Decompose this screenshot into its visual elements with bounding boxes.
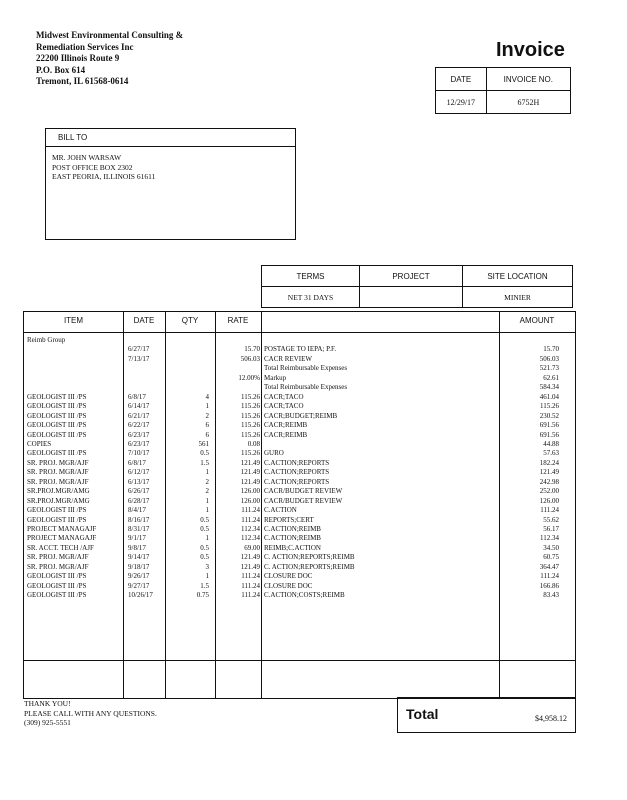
date-cell: 6/22/17 — [128, 421, 150, 430]
description-cell: C.ACTION;REPORTS — [264, 477, 330, 486]
description-cell: C.ACTION;REIMB — [264, 534, 321, 543]
rate-cell: 115.26 — [241, 411, 260, 420]
rate-cell: 12.00% — [238, 373, 260, 382]
rate-cell: 115.26 — [241, 449, 260, 458]
col-header-date: DATE — [133, 316, 155, 325]
qty-cell: 0.75 — [196, 591, 209, 600]
table-row — [24, 421, 575, 430]
date-cell: 7/13/17 — [128, 354, 150, 363]
item-cell: Reimb Group — [27, 336, 66, 344]
item-cell: SR. PROJ. MGR/AJF — [27, 477, 89, 486]
table-row — [24, 364, 575, 373]
date-cell: 6/26/17 — [128, 487, 150, 496]
table-row — [24, 487, 575, 496]
amount-cell: 83.43 — [543, 591, 559, 600]
qty-cell: 4 — [205, 392, 209, 401]
amount-cell: 506.03 — [539, 354, 559, 363]
description-cell: CACR;REIMB — [264, 430, 308, 439]
site-location-label: SITE LOCATION — [463, 266, 573, 287]
line-items-table — [23, 311, 576, 699]
date-cell: 10/26/17 — [128, 591, 153, 600]
qty-cell: 2 — [205, 487, 209, 496]
item-cell: GEOLOGIST III /PS — [27, 581, 87, 590]
description-cell: C.ACTION;REIMB — [264, 525, 321, 533]
amount-cell: 242.98 — [539, 477, 559, 486]
rate-cell: 126.00 — [240, 487, 260, 496]
amount-cell: 230.52 — [539, 411, 559, 420]
item-cell: PROJECT MANAGAJF — [27, 534, 97, 543]
table-row — [24, 383, 575, 392]
table-row — [24, 468, 575, 477]
table-row — [24, 355, 575, 364]
table-row — [24, 402, 575, 411]
invoice-number: 6752H — [486, 91, 570, 114]
description-cell: C. ACTION;REPORTS;REIMB — [264, 553, 355, 562]
item-cell: SR. ACCT. TECH /AJF — [27, 543, 94, 552]
date-cell: 6/14/17 — [128, 402, 150, 411]
item-cell: COPIES — [27, 439, 52, 448]
date-cell: 6/8/17 — [128, 392, 146, 401]
rate-cell: 112.34 — [241, 525, 260, 533]
bill-to-box — [45, 128, 296, 240]
description-cell: C. ACTION;REPORTS;REIMB — [264, 562, 355, 571]
qty-cell: 1 — [205, 534, 209, 543]
rate-cell: 111.24 — [241, 506, 260, 515]
date-cell: 6/21/17 — [128, 411, 150, 420]
amount-cell: 60.75 — [543, 553, 559, 562]
bill-to-label: BILL TO — [46, 129, 295, 147]
qty-cell: 1 — [205, 572, 209, 581]
amount-cell: 44.88 — [543, 439, 559, 448]
table-row — [24, 525, 575, 534]
rate-cell: 69.00 — [244, 543, 260, 552]
terms-table — [261, 265, 573, 308]
invoice-meta-table — [435, 67, 571, 114]
table-row — [24, 345, 575, 354]
amount-cell: 461.04 — [539, 392, 559, 401]
company-address — [36, 30, 183, 88]
description-cell: CACR;TACO — [264, 402, 304, 411]
qty-cell: 1.5 — [200, 458, 209, 467]
date-cell: 9/26/17 — [128, 572, 150, 581]
col-header-item: ITEM — [63, 316, 84, 325]
amount-cell: 56.17 — [543, 525, 559, 533]
rate-cell: 115.26 — [241, 392, 260, 401]
item-cell: GEOLOGIST III /PS — [27, 591, 87, 600]
amount-cell: 112.34 — [540, 534, 559, 543]
footer-note — [24, 699, 157, 728]
col-header-qty: QTY — [181, 316, 199, 325]
footer-contact: PLEASE CALL WITH ANY QUESTIONS. — [24, 708, 157, 718]
amount-cell: 34.50 — [543, 543, 559, 552]
qty-cell: 561 — [198, 439, 209, 448]
description-cell: CACR;TACO — [264, 392, 304, 401]
qty-cell: 2 — [205, 411, 209, 420]
terms-value: NET 31 DAYS — [262, 287, 360, 308]
item-cell: SR. PROJ. MGR/AJF — [27, 458, 89, 467]
total-amount: $4,958.12 — [535, 714, 567, 723]
company-po-box: P.O. Box 614 — [36, 64, 86, 75]
description-cell: Total Reimbursable Expenses — [264, 383, 348, 392]
qty-cell: 3 — [205, 562, 209, 571]
table-row — [24, 563, 575, 572]
amount-cell: 691.56 — [539, 430, 559, 439]
amount-cell: 115.26 — [540, 402, 559, 411]
qty-cell: 6 — [205, 421, 209, 430]
amount-cell: 62.61 — [543, 373, 559, 382]
amount-cell: 111.24 — [540, 506, 559, 515]
table-row — [24, 591, 575, 600]
rate-cell: 0.08 — [247, 439, 260, 448]
date-cell: 8/16/17 — [128, 515, 150, 524]
amount-cell: 584.34 — [539, 383, 559, 392]
date-cell: 9/27/17 — [128, 581, 150, 590]
col-header-rate: RATE — [227, 316, 249, 325]
rate-cell: 115.26 — [241, 402, 260, 411]
total-box — [397, 697, 576, 733]
date-cell: 7/10/17 — [128, 449, 150, 458]
description-cell: C.ACTION;COSTS;REIMB — [264, 591, 345, 600]
amount-cell: 691.56 — [539, 421, 559, 430]
date-cell: 9/18/17 — [128, 562, 150, 571]
terms-label: TERMS — [262, 266, 360, 287]
description-cell: CACR/BUDGET REVIEW — [264, 487, 343, 496]
date-cell: 8/31/17 — [128, 525, 150, 533]
description-cell: C.ACTION — [264, 506, 297, 515]
table-row — [24, 393, 575, 402]
table-row — [24, 544, 575, 553]
description-cell: REPORTS;CERT — [264, 515, 314, 524]
project-value — [360, 287, 463, 308]
description-cell: CLOSURE DOC — [264, 572, 313, 581]
qty-cell: 1 — [205, 468, 209, 477]
company-name-line1: Midwest Environmental Consulting & — [36, 30, 184, 40]
table-row — [24, 440, 575, 449]
table-row — [24, 553, 575, 562]
rate-cell: 112.34 — [241, 534, 260, 543]
qty-cell: 0.5 — [200, 553, 209, 562]
date-cell: 8/4/17 — [128, 506, 146, 515]
date-cell: 6/23/17 — [128, 430, 150, 439]
site-location-value: MINIER — [463, 287, 573, 308]
invoice-date: 12/29/17 — [436, 91, 487, 114]
rate-cell: 111.24 — [241, 572, 260, 581]
table-row — [24, 449, 575, 458]
table-row — [24, 506, 575, 515]
item-cell: SR. PROJ. MGR/AJF — [27, 562, 89, 571]
item-cell: SR. PROJ. MGR/AJF — [27, 553, 89, 562]
rate-cell: 121.49 — [240, 553, 260, 562]
company-city: Tremont, IL 61568-0614 — [36, 76, 129, 86]
table-row — [24, 534, 575, 543]
rate-cell: 121.49 — [240, 477, 260, 486]
rate-cell: 506.03 — [240, 354, 260, 363]
rate-cell: 111.24 — [241, 581, 260, 590]
rate-cell: 115.26 — [241, 430, 260, 439]
rate-cell: 121.49 — [240, 562, 260, 571]
qty-cell: 0.5 — [200, 515, 209, 524]
amount-cell: 126.00 — [539, 496, 559, 505]
date-cell: 6/23/17 — [128, 439, 150, 448]
item-cell: PROJECT MANAGAJF — [27, 525, 97, 533]
table-row — [24, 412, 575, 421]
date-cell: 6/8/17 — [128, 458, 146, 467]
qty-cell: 0.5 — [200, 525, 209, 533]
date-cell: 6/27/17 — [128, 345, 150, 354]
qty-cell: 2 — [205, 477, 209, 486]
qty-cell: 1.5 — [200, 581, 209, 590]
invoice-number-label: INVOICE NO. — [486, 68, 570, 91]
table-row — [24, 516, 575, 525]
description-cell: CACR;BUDGET;REIMB — [264, 411, 338, 420]
description-cell: CACR REVIEW — [264, 354, 313, 363]
description-cell: C.ACTION;REPORTS — [264, 468, 330, 477]
qty-cell: 1 — [205, 402, 209, 411]
company-name-line2: Remediation Services Inc — [36, 41, 134, 52]
item-cell: GEOLOGIST III /PS — [27, 572, 87, 581]
item-cell: SR.PROJ.MGR/AMG — [27, 487, 90, 496]
rate-cell: 121.49 — [240, 468, 260, 477]
rate-cell: 126.00 — [240, 496, 260, 505]
amount-cell: 121.49 — [539, 468, 559, 477]
amount-cell: 182.24 — [539, 458, 559, 467]
qty-cell: 1 — [205, 506, 209, 515]
col-header-amount: AMOUNT — [519, 316, 555, 325]
description-cell: Total Reimbursable Expenses — [264, 364, 348, 373]
date-cell: 9/1/17 — [128, 534, 146, 543]
amount-cell: 55.62 — [543, 515, 559, 524]
item-cell: GEOLOGIST III /PS — [27, 411, 87, 420]
description-cell: CACR;REIMB — [264, 421, 308, 430]
table-row — [24, 478, 575, 487]
qty-cell: 6 — [205, 430, 209, 439]
item-cell: GEOLOGIST III /PS — [27, 421, 87, 430]
item-cell: GEOLOGIST III /PS — [27, 506, 87, 515]
rate-cell: 115.26 — [241, 421, 260, 430]
table-row — [24, 582, 575, 591]
date-cell: 9/8/17 — [128, 543, 146, 552]
description-cell: REIMB;C.ACTION — [264, 543, 321, 552]
table-row — [24, 336, 575, 345]
company-street: 22200 Illinois Route 9 — [36, 53, 120, 63]
table-row — [24, 431, 575, 440]
item-cell: SR. PROJ. MGR/AJF — [27, 468, 89, 477]
date-label: DATE — [436, 68, 487, 91]
date-cell: 6/13/17 — [128, 477, 150, 486]
amount-cell: 166.86 — [539, 581, 559, 590]
footer-thanks: THANK YOU! — [24, 699, 71, 708]
rate-cell: 111.24 — [241, 515, 260, 524]
description-cell: CLOSURE DOC — [264, 581, 313, 590]
item-cell: GEOLOGIST III /PS — [27, 515, 87, 524]
rate-cell: 15.70 — [244, 345, 260, 354]
project-label: PROJECT — [360, 266, 463, 287]
description-cell: POSTAGE TO IEPA; P.F. — [264, 345, 337, 354]
description-cell: CACR/BUDGET REVIEW — [264, 496, 343, 505]
amount-cell: 364.47 — [539, 562, 559, 571]
amount-cell: 252.00 — [539, 487, 559, 496]
table-row — [24, 374, 575, 383]
footer-phone: (309) 925-5551 — [24, 718, 71, 727]
date-cell: 9/14/17 — [128, 553, 150, 562]
amount-cell: 521.73 — [539, 364, 559, 373]
item-cell: GEOLOGIST III /PS — [27, 392, 87, 401]
description-cell: GURO — [264, 449, 284, 458]
date-cell: 6/12/17 — [128, 468, 150, 477]
table-row — [24, 572, 575, 581]
table-row — [24, 497, 575, 506]
item-cell: GEOLOGIST III /PS — [27, 430, 87, 439]
amount-cell: 15.70 — [543, 345, 559, 354]
invoice-title: Invoice — [496, 39, 565, 61]
bill-to-name: MR. JOHN WARSAW — [52, 153, 122, 162]
total-label: Total — [406, 706, 439, 722]
description-cell: C.ACTION;REPORTS — [264, 458, 330, 467]
bill-to-street: POST OFFICE BOX 2302 — [52, 162, 133, 172]
rate-cell: 111.24 — [241, 591, 260, 600]
item-cell: GEOLOGIST III /PS — [27, 402, 87, 411]
item-cell: GEOLOGIST III /PS — [27, 449, 87, 458]
rate-cell: 121.49 — [240, 458, 260, 467]
amount-cell: 111.24 — [540, 572, 559, 581]
qty-cell: 0.5 — [200, 543, 209, 552]
item-cell: SR.PROJ.MGR/AMG — [27, 496, 90, 505]
date-cell: 6/28/17 — [128, 496, 150, 505]
qty-cell: 0.5 — [200, 449, 209, 458]
amount-cell: 57.63 — [543, 449, 559, 458]
qty-cell: 1 — [205, 496, 209, 505]
table-row — [24, 459, 575, 468]
description-cell: Markup — [264, 373, 287, 382]
bill-to-city: EAST PEORIA, ILLINOIS 61611 — [52, 172, 156, 181]
